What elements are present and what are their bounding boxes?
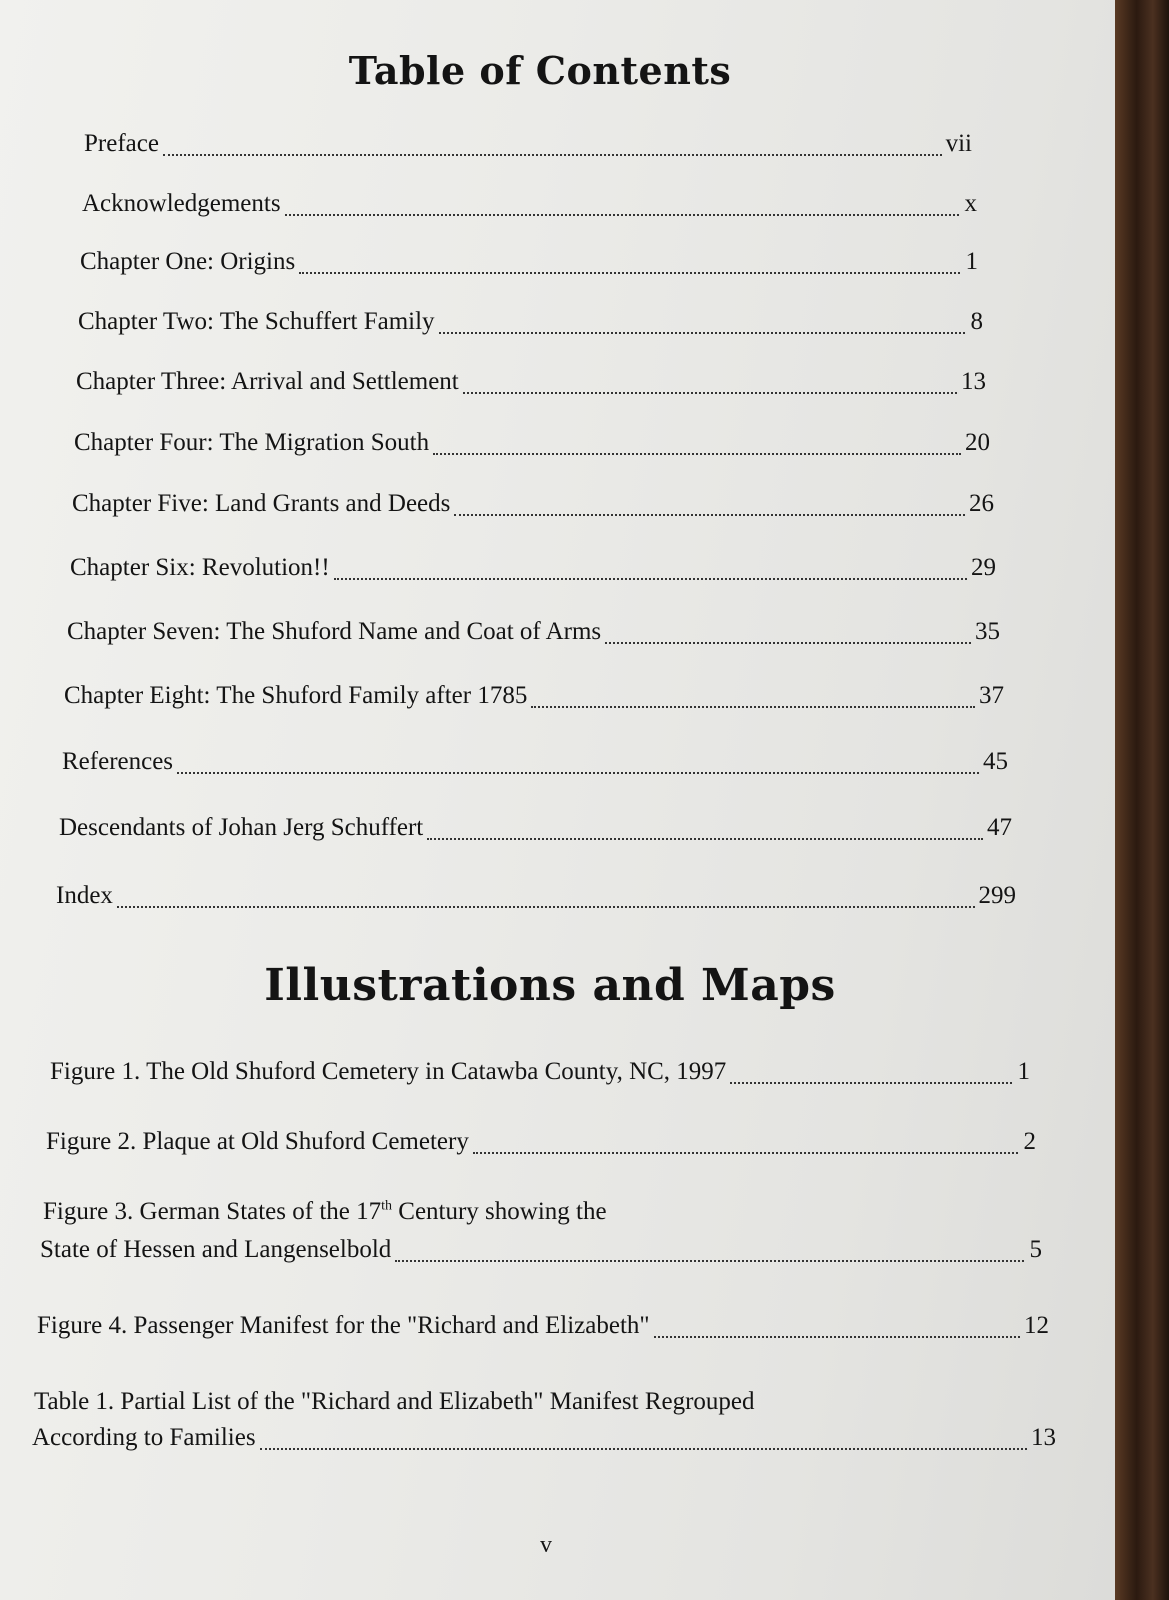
toc-entry	[64, 682, 1004, 716]
toc-entry	[82, 190, 977, 224]
toc-entry-page: 35	[975, 618, 1000, 645]
toc-entry-label: Chapter Three: Arrival and Settlement	[76, 368, 459, 395]
toc-entry	[70, 554, 996, 588]
illustration-entry	[37, 1312, 1049, 1346]
toc-entry-label: Chapter Six: Revolution!!	[70, 554, 330, 581]
toc-entry-label: Chapter Seven: The Shuford Name and Coat of Arms	[67, 618, 602, 645]
leader-dots	[177, 772, 979, 774]
toc-entry-page: x	[964, 190, 977, 217]
toc-entry-page: 20	[965, 429, 990, 456]
leader-dots	[654, 1336, 1020, 1338]
toc-entry	[59, 814, 1012, 848]
wooden-surface	[1115, 0, 1169, 1600]
toc-entry	[67, 618, 1000, 652]
toc-entry	[84, 130, 972, 164]
toc-entry-label: Index	[56, 882, 113, 909]
leader-dots	[427, 838, 983, 840]
page-number: v	[540, 1532, 552, 1558]
toc-entry-page: 13	[961, 368, 986, 395]
illustration-entry-label: Figure 1. The Old Shuford Cemetery in Catawba County, NC, 1997	[50, 1058, 727, 1085]
illustrations-title: Illustrations and Maps	[264, 960, 836, 1011]
illustration-entry-label: Figure 2. Plaque at Old Shuford Cemetery	[46, 1128, 469, 1155]
illustration-entry-label-line1: Figure 3. German States of the 17th Century showing the	[43, 1198, 607, 1225]
toc-entry	[62, 748, 1008, 782]
leader-dots	[605, 642, 971, 644]
toc-entry	[78, 308, 983, 342]
leader-dots	[163, 154, 942, 156]
illustration-entry-page: 2	[1023, 1128, 1036, 1155]
illustration-entry-page: 13	[1031, 1424, 1056, 1451]
illustration-entry-page: 1	[1017, 1058, 1030, 1085]
leader-dots	[285, 214, 959, 216]
leader-dots	[473, 1152, 1018, 1154]
illustration-entry	[46, 1128, 1036, 1162]
illustration-entry-page: 5	[1029, 1236, 1042, 1263]
leader-dots	[334, 578, 967, 580]
toc-entry-page: vii	[945, 130, 972, 157]
toc-entry-label: Chapter One: Origins	[80, 248, 296, 275]
leader-dots	[260, 1448, 1027, 1450]
toc-entry-page: 47	[987, 814, 1012, 841]
toc-entry-page: 26	[969, 490, 994, 517]
leader-dots	[433, 453, 961, 455]
illustration-entry-page: 12	[1024, 1312, 1049, 1339]
leader-dots	[730, 1082, 1012, 1084]
toc-entry-page: 8	[970, 308, 983, 335]
illustration-entry	[32, 1424, 1056, 1458]
leader-dots	[117, 906, 975, 908]
toc-entry-label: Preface	[84, 130, 159, 157]
leader-dots	[395, 1260, 1024, 1262]
leader-dots	[299, 272, 960, 274]
toc-entry-page: 1	[965, 248, 978, 275]
toc-entry-label: Chapter Two: The Schuffert Family	[78, 308, 435, 335]
toc-entry-page: 37	[979, 682, 1004, 709]
toc-entry-label: Chapter Four: The Migration South	[74, 429, 430, 456]
illustration-entry-label-line2: According to Families	[32, 1424, 256, 1451]
leader-dots	[463, 392, 957, 394]
illustration-entry-label-line2: State of Hessen and Langenselbold	[40, 1236, 392, 1263]
toc-entry-label: Acknowledgements	[82, 190, 281, 217]
illustration-entry-label: Figure 4. Passenger Manifest for the "Richard and Elizabeth"	[37, 1312, 650, 1339]
toc-entry-label: References	[62, 748, 174, 775]
toc-entry	[80, 248, 978, 282]
toc-entry	[74, 429, 990, 463]
toc-entry-label: Descendants of Johan Jerg Schuffert	[59, 814, 424, 841]
toc-entry	[72, 490, 994, 524]
toc-entry-page: 45	[983, 748, 1008, 775]
illustration-entry-label-line1: Table 1. Partial List of the "Richard and Elizabeth" Manifest Regrouped	[34, 1388, 755, 1415]
illustration-entry	[50, 1058, 1030, 1092]
leader-dots	[531, 706, 975, 708]
toc-entry	[76, 368, 986, 402]
illustration-entry	[40, 1236, 1042, 1270]
toc-entry-page: 299	[978, 882, 1016, 909]
toc-entry-page: 29	[971, 554, 996, 581]
toc-title: Table of Contents	[348, 48, 732, 93]
leader-dots	[439, 332, 965, 334]
leader-dots	[454, 514, 965, 516]
toc-entry	[56, 882, 1016, 916]
toc-entry-label: Chapter Eight: The Shuford Family after 1785	[64, 682, 528, 709]
toc-entry-label: Chapter Five: Land Grants and Deeds	[72, 490, 451, 517]
